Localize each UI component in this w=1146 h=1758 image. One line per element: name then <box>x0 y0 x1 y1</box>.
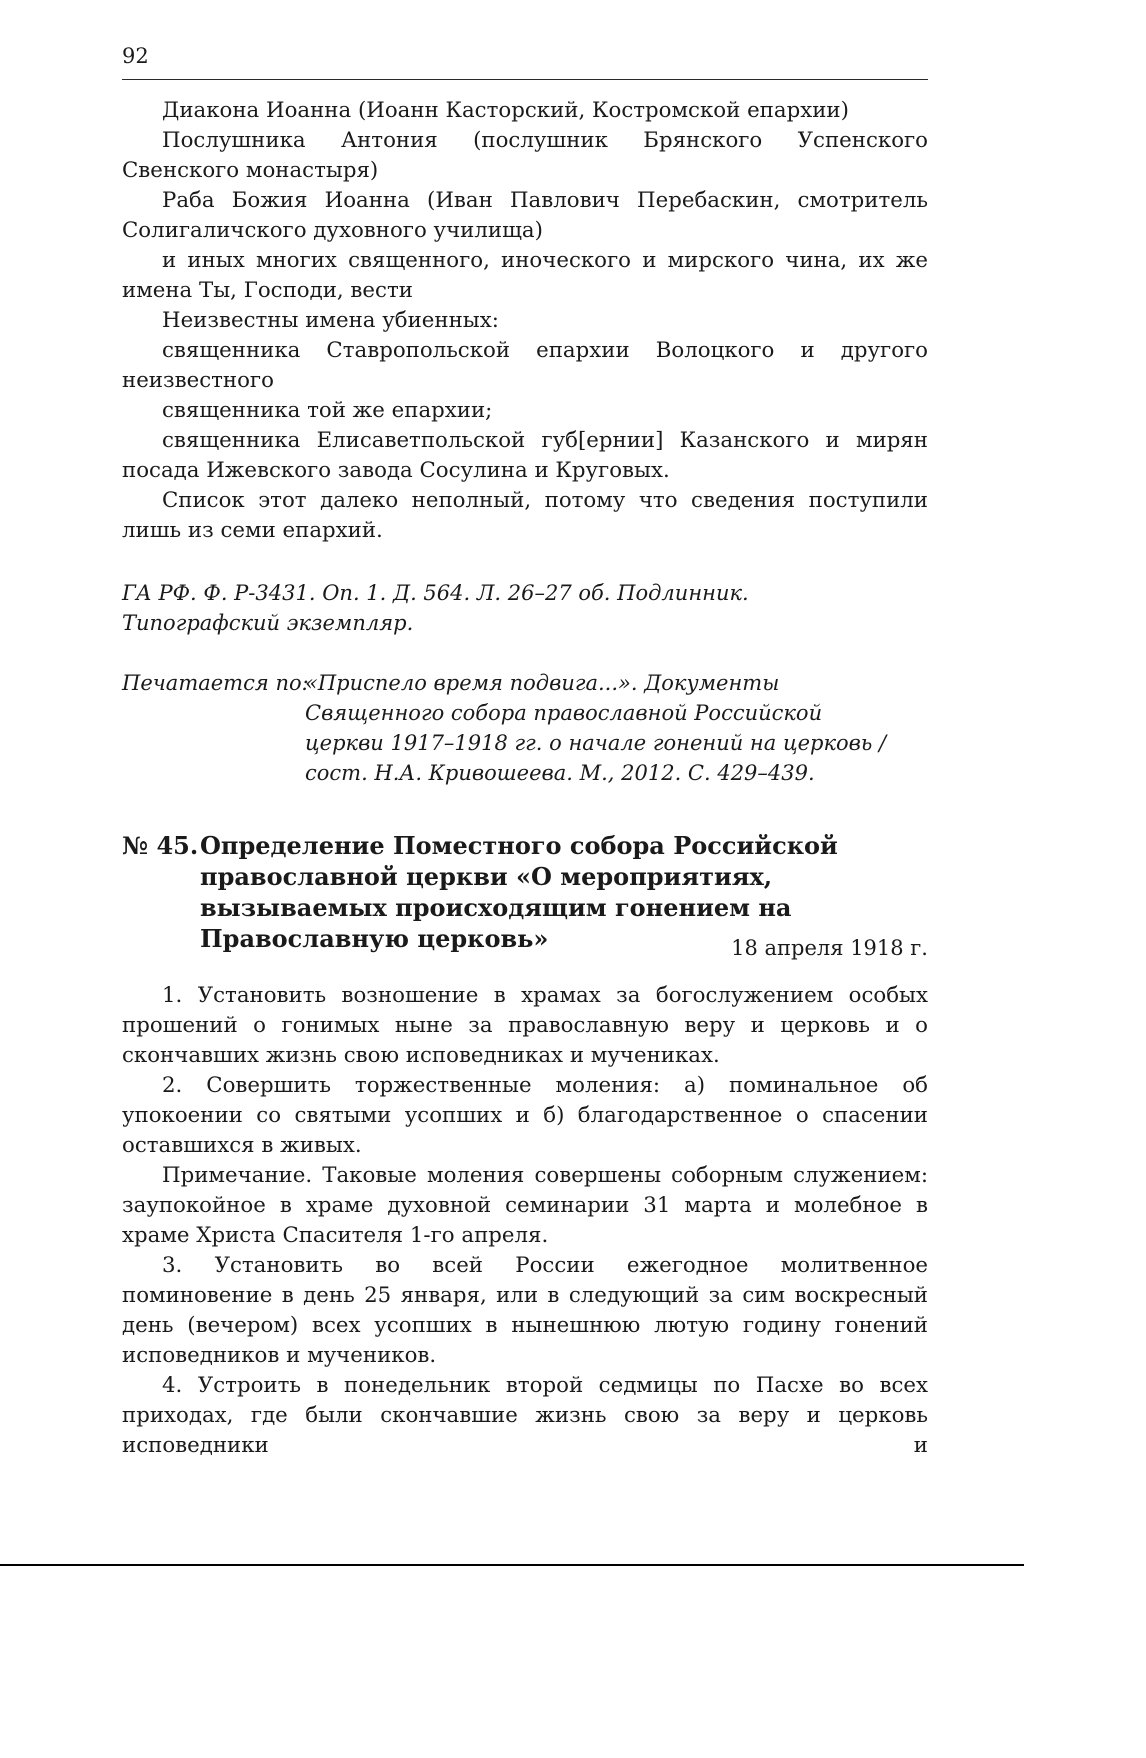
paragraph: священника той же епархии; <box>162 398 493 423</box>
page-number: 92 <box>122 44 149 68</box>
paragraph: 3. Установить во всей России ежегодное молитвенное поминовение в день 25 января, или в следующий за сим воскресный день (вечером) всех усопших в нынешнюю лютую годину гонений исповедников и мучеников. <box>122 1253 928 1368</box>
paragraph: Раба Божия Иоанна (Иван Павлович Перебаскин, смотритель Солигаличского духовного училища) <box>122 188 928 243</box>
paragraph: священника Елисаветпольской губ[ернии] Казанского и мирян посада Ижевского завода Сосулина и Круговых. <box>122 428 928 483</box>
paragraph: 2. Совершить торжественные моления: а) поминальное об упокоении со святыми усопших и б) благодарственное о спасении оставшихся в живых. <box>122 1073 928 1158</box>
publication-text: «Приспело время подвига...». Документы Священного собора православной Российской церкви 1917–1918 гг. о начале гонений на церковь / сост. Н.А. Кривошеева. М., 2012. С. 429–439. <box>305 671 887 785</box>
header-rule <box>122 79 928 80</box>
commemoration-list <box>122 96 928 546</box>
source-line: Типографский экземпляр. <box>122 611 414 635</box>
document-title: Определение Поместного собора Российской православной церкви «О мероприятиях, вызываемых происходящим гонением на Православную церковь» <box>200 831 838 953</box>
document-date: 18 апреля 1918 г. <box>731 936 928 960</box>
paragraph: священника Ставропольской епархии Волоцкого и другого неизвестного <box>122 338 928 393</box>
source-line: ГА РФ. Ф. Р-3431. Оп. 1. Д. 564. Л. 26–27 об. Подлинник. <box>122 581 749 605</box>
document-number: № 45. <box>122 831 199 860</box>
document-body <box>122 981 928 1461</box>
paragraph: 1. Установить возношение в храмах за богослужением особых прошений о гонимых ныне за православную веру и церковь и о скончавших жизнь свою исповедниках и мучениках. <box>122 983 928 1068</box>
publication-label: Печатается по: <box>122 671 309 695</box>
paragraph: и иных многих священного, иноческого и мирского чина, их же имена Ты, Господи, вести <box>122 248 928 303</box>
paragraph: Диакона Иоанна (Иоанн Касторский, Костромской епархии) <box>162 98 849 123</box>
archival-source <box>122 578 928 638</box>
paragraph: Послушника Антония (послушник Брянского Успенского Свенского монастыря) <box>122 128 928 183</box>
paragraph: Список этот далеко неполный, потому что сведения поступили лишь из семи епархий. <box>122 488 928 543</box>
bottom-edge-line <box>0 1564 1024 1566</box>
paragraph: 4. Устроить в понедельник второй седмицы по Пасхе во всех приходах, где были скончавшие жизнь свою за веру и церковь исповедники и <box>122 1373 928 1458</box>
paragraph: Примечание. Таковые моления совершены соборным служением: заупокойное в храме духовной семинарии 31 марта и молебное в храме Христа Спасителя 1-го апреля. <box>122 1163 928 1248</box>
paragraph: Неизвестны имена убиенных: <box>162 308 499 333</box>
